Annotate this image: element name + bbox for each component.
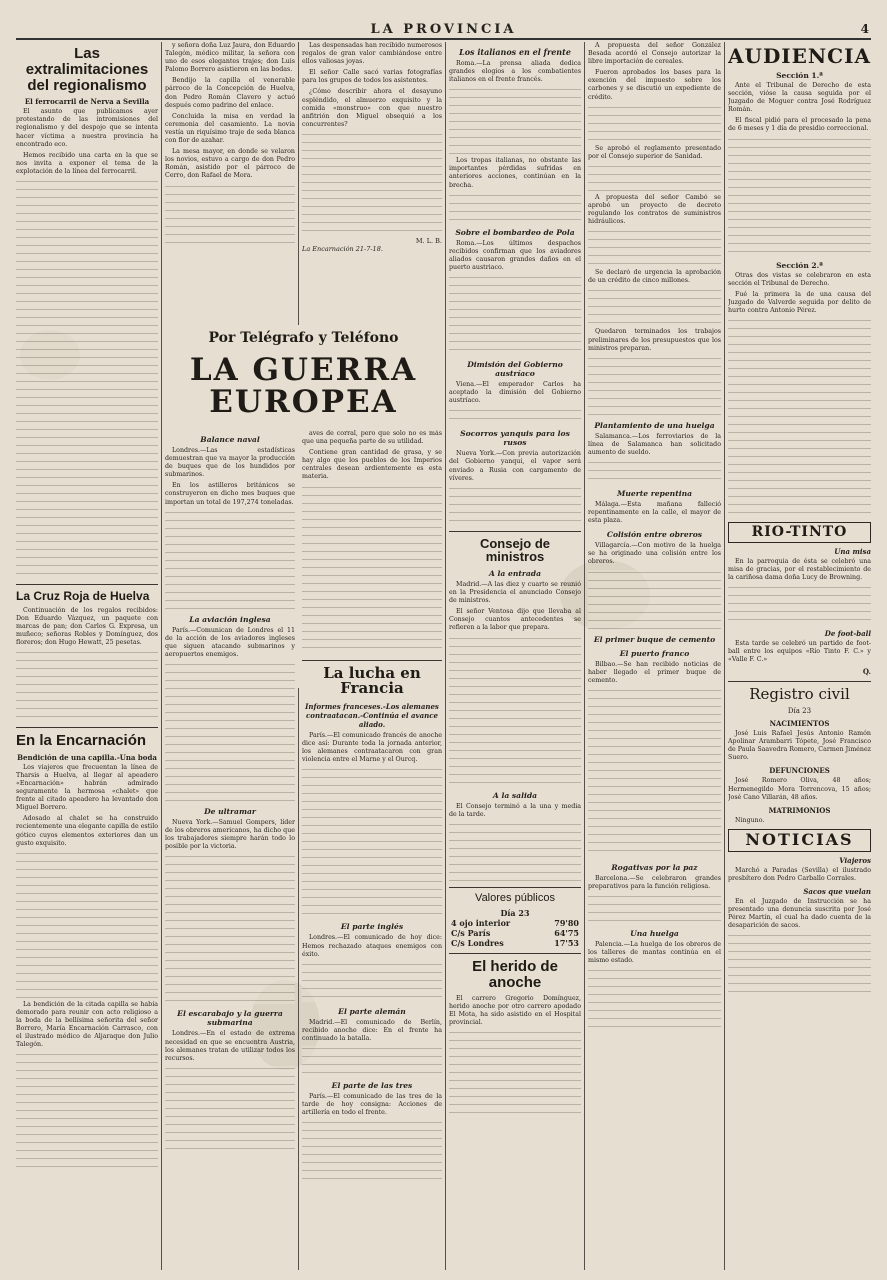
divider [449,953,581,954]
headline-telegrafo: Por Telégrafo y Teléfono [208,330,399,346]
article-text-block [165,854,295,1004]
article-text-block [449,636,581,786]
article-paragraph: Ninguno. [735,816,765,824]
values-name: C/s Londres [451,938,504,949]
article-paragraph: El señor Calle sacó varias fotografías para los grupos de todos los asistentes. [302,69,442,85]
article-text-block [16,179,158,579]
headline-riotinto: RIO-TINTO [751,524,848,541]
article-text-block [302,767,442,917]
headline-noticias: NOTICIAS [745,829,854,849]
subhead-dimision-austria: Dimisión del Gobierno austríaco [467,360,563,379]
subhead-sacos: Sacos que vuelan [803,886,871,896]
headline-herido: El herido de anoche [472,958,558,992]
subhead-huelga-salamanca: Plantamiento de una huelga [594,420,715,430]
column-5 [588,42,721,1270]
article-text-block [588,356,721,416]
article-paragraph: Esta tarde se celebró un partido de foot-ball entre los equipos «Río Tinto F. C.» y «Valle F. C.» [728,640,871,664]
section-2: Sección 2.ª [776,260,823,270]
article-paragraph: La mesa mayor, en donde se velaron los novios, estuvo a cargo de don Pedro Román, asistido por el párroco de Cerro, don Rafael de Mora. [165,148,295,180]
values-row [449,918,581,928]
article-text-block [588,229,721,269]
article-paragraph: Roma.—La prensa aliada dedica grandes elogios a los combatientes italianos en el frente francés. [449,60,581,84]
article-text-block [588,164,721,194]
war-banner [165,328,442,428]
headline-consejo-ministros: Consejo de ministros [479,535,551,565]
column-3-top [302,42,442,325]
article-paragraph: Fué la primera la de una causa del Juzgado de Valverde seguida por delito de hurto contra Antonio Pérez. [728,290,871,314]
article-paragraph: En el Juzgado de Instrucción se ha presentado una denuncia suscrita por José Pérez Martín, el cual ha dado cuenta de la desaparición de sacos. [728,897,871,930]
article-paragraph: Londres.—En el estado de extrema necesidad en que se encuentra Austria, los alemanes tratan de utilizar todos los recursos. [165,1030,295,1062]
subhead-bombardeo-pola: Sobre el bombardeo de Pola [455,227,575,237]
headline-regionalismo: Las extralimitaciones del regionalismo [25,45,149,94]
article-text-block [302,1046,442,1076]
values-number: 17'53 [554,938,579,949]
paper-title: LA PROVINCIA [370,22,517,37]
article-paragraph: Nueva York.—Samuel Gompers, líder de los obreros americanos, ha dicho que los trabajadores siempre harán todo lo posible por la victoria. [165,819,295,851]
headline-italianos: Los italianos en el frente [459,47,571,57]
subhead-football: De foot-ball [824,629,871,638]
subhead-parte-aleman: El parte alemán [338,1006,406,1016]
article-text-block [728,318,871,518]
article-paragraph: Viena.—El emperador Carlos ha aceptado la dimisión del Gobierno austríaco. [449,381,581,405]
article-paragraph: En la parroquia de ésta se celebró una misa de gracias, por el restablecimiento de la cariñosa dama doña Lucy de Browning. [728,557,871,581]
article-paragraph: Contiene gran cantidad de grasa, y se hay algo que los pueblos de los Imperios centrales desean ardientemente es esta materia. [302,449,442,481]
article-text-block [449,822,581,882]
dateline: La Encarnación 21-7-18. [302,244,383,253]
article-paragraph: Fueron aprobados los bases para la exención del impuesto sobre los carbones y se discutió un expediente de crédito. [588,69,721,101]
article-text-block [165,662,295,802]
article-paragraph: Continuación de los regalos recibidos: Don Eduardo Vázquez, un paquete con marcas de pan; don Carlos G. Expresa, un muñeco; señoras Robles y Domínguez, dos floreros; don Hugo Hewatt, 25 pesetas. [16,606,158,646]
article-text-block [588,968,721,1028]
values-name: 4 ojo interior [451,918,511,929]
subhead-muerte-repentina: Muerte repentina [616,488,693,498]
article-paragraph: Londres.—Las estadísticas demuestran que va mayor la producción de buques que de los hundidos por submarinos. [165,447,295,479]
subhead-balance-naval: Balance naval [200,435,260,444]
subhead-buque-cemento: El primer buque de cemento [593,634,716,644]
article-text-block [588,894,721,924]
page-number: 4 [860,22,869,36]
article-paragraph: París.—El comunicado francés de anoche dice así: Durante toda la jornada anterior, los alemanes contraatacaron con gran violencia entre el Marne y el Ourcq. [302,732,442,764]
article-paragraph: Barcelona.—Se celebraron grandes preparativos para la función religiosa. [588,874,721,890]
article-paragraph: aves de corral, pero que solo no es más que una pequeña parte de su utilidad. [302,430,442,446]
subhead-entrada: A la entrada [489,568,541,578]
article-text-block [588,570,721,630]
subhead-puerto-franco: El puerto franco [619,648,690,658]
section-1: Sección 1.ª [776,71,823,80]
article-text-block [588,105,721,145]
signature: Q. [862,667,871,677]
article-paragraph: Los viajeros que frecuentan la línea de Tharsis a Huelva, al llegar al apeadero «Encarnación» habrán admirado seguramente la hermosa «chalet» que frente al citado apeadero ha levantado don Miguel Borrero. [16,763,158,812]
article-paragraph: y señora doña Luz Jaura, don Eduardo Talegón, médico militar, la señora con uno de esos elegantes trajes; don Luis Palomo Borrero asistieron en las bodas. [165,42,295,74]
column-rule [298,42,299,325]
article-text-block [728,933,871,993]
values-row [449,938,581,948]
article-text-block [165,1066,295,1156]
column-4 [449,42,581,1270]
subhead-defunciones: DEFUNCIONES [769,766,830,776]
subhead-parte-ingles: El parte inglés [340,922,404,932]
article-text-block [449,486,581,526]
subhead-matrimonios: MATRIMONIOS [768,805,831,815]
headline-lucha-francia: La lucha en Francia [323,663,421,698]
article-paragraph: A propuesta del señor Cambó se aprobó un proyecto de decreto regulando los contratos de suministros hidráulicos. [588,193,721,226]
article-text-block [728,585,871,625]
article-paragraph: Se aprobó el reglamento presentado por el Consejo superior de Sanidad. [588,144,721,160]
article-text-block [588,460,721,484]
article-text-block [588,688,721,858]
article-text-block [16,650,158,722]
column-rule [724,42,725,1270]
divider [728,681,871,682]
article-paragraph: Roma.—Los últimos despachos recibidos confirman que los aviadores aliados causaron grandes daños en el puerto austriaco. [449,239,581,271]
values-table [449,918,581,948]
column-rule [161,42,162,1270]
article-paragraph: ¿Cómo describir ahora el desayuno espléndido, el almuerzo exquisito y la comida «monstruo» con que nuestro anfitrión don Miguel obsequió a los concurrentes? [302,88,442,128]
article-paragraph: El Consejo terminó a la una y media de la tarde. [449,802,581,818]
values-number: 64'75 [554,928,579,939]
headline-guerra-europea: LA GUERRA EUROPEA [189,351,418,421]
article-text-block [449,408,581,424]
column-rule [298,688,299,1270]
divider [302,660,442,661]
registro-day: Día 23 [787,707,812,716]
subhead-capilla: Bendición de una capilla.-Una boda [17,752,157,762]
headline-audiencia: AUDIENCIA [728,44,871,68]
article-paragraph: Se declaró de urgencia la aprobación de un crédito de cinco millones. [588,269,721,285]
article-text-block [16,1052,158,1172]
values-number: 79'80 [554,918,579,929]
article-paragraph: Villagarcía.—Con motivo de la huelga se ha originado una colisión entre los obreros. [588,542,721,566]
article-text-block [165,510,295,610]
subhead-informes-franceses: Informes franceses.-Los alemanes contraatacan.-Continúa el avance aliado. [305,702,439,730]
article-paragraph: Salamanca.—Los ferroviarios de la línea de Salamanca han solicitado aumento de sueldo. [588,432,721,456]
divider [449,531,581,532]
article-paragraph: Bilbao.—Se han recibido noticias de haber llegado el primer buque de cemento. [588,660,721,684]
subhead-ferrocarril: El ferrocarril de Nerva a Sevilla [24,97,150,107]
article-paragraph: En los astilleros británicos se construyeron en dicho mes buques que importan un total de 197,274 toneladas. [165,482,295,506]
subhead-colision: Colisión entre obreros [606,530,703,540]
article-paragraph: El asunto que publicamos ayer protestando de las intromisiones del regionalismo y del despojo que se intenta hacer víctima a nuestra provincia ha encontrado eco. [16,108,158,148]
article-paragraph: Quedaron terminados los trabajos preliminares de los presupuestos que los ministros preparan. [588,328,721,352]
subhead-nacimientos: NACIMIENTOS [769,719,830,729]
noticias-header-box [728,829,871,852]
subhead-aviacion: La aviación inglesa [189,614,271,624]
article-paragraph: Marchó a Paradas (Sevilla) el ilustrado presbítero don Pedro Carballo Corrales. [728,866,871,882]
values-row [449,928,581,938]
article-paragraph: Málaga.—Esta mañana falleció repentinamente en la calle, el mayor de esta plaza. [588,500,721,525]
article-text-block [588,288,721,328]
article-text-block [449,1030,581,1120]
column-3-lower [302,430,442,1270]
article-paragraph: Palencia.—La huelga de los obreros de los talleres de mantas continúa en el mismo estado. [588,941,721,965]
article-paragraph: París.—El comunicado de las tres de la tarde de hoy consigna: Acciones de artillería en todo el frente. [302,1093,442,1117]
divider [449,887,581,888]
signature: M. L. B. [415,236,442,245]
values-title: Valores públicos [475,891,555,904]
article-paragraph: Concluida la misa en verdad la ceremonia del casamiento. La novia vestía un riquísimo traje de seda blanca con flor de azahar. [165,112,295,145]
article-paragraph: Otras dos vistas se celebraron en esta sección el Tribunal de Derecho. [728,271,871,287]
subhead-rogativas: Rogativas por la paz [611,862,698,872]
article-text-block [165,184,295,244]
article-paragraph: Madrid.—A las diez y cuarto se reunió en la Presidencia el anunciado Consejo de ministros. [449,580,581,605]
values-day: Día 23 [500,908,530,919]
article-text-block [302,485,442,655]
values-name: C/s París [451,928,491,939]
column-rule [584,42,585,1270]
divider [16,584,158,585]
article-text-block [728,137,871,257]
article-paragraph: Adosado al chalet se ha construido recientemente una elegante capilla de estilo gótico cuyos elementos exteriores dan un gusto exquisito. [16,815,158,847]
article-paragraph: La bendición de la citada capilla se había demorado para reunir con acto religioso a la boda de la bellísima señorita del señor Borrero, María Encarnación Carrasco, con el ilustrado médico de Aljaraque don Julio Talegón. [16,1000,158,1049]
article-text-block [302,132,442,237]
article-paragraph: Las despensadas han recibido numerosos regalos de gran valor cambiándose entre ellos valiosas joyas. [302,42,442,66]
article-paragraph: Los tropas italianas, no obstante las importantes pérdidas sufridas en anteriores acciones, continúan en la brecha. [449,157,581,189]
headline-encarnacion: En la Encarnación [16,732,147,750]
article-text-block [302,962,442,1002]
article-paragraph: El fiscal pidió para el procesado la pena de 6 meses y 1 día de presidio correccional. [728,117,871,133]
subhead-una-huelga: Una huelga [630,929,679,938]
divider [16,727,158,728]
subhead-socorros-yanquis: Socorros yanquis para los rusos [460,429,570,448]
column-1 [16,42,158,1270]
riotinto-header-box [728,522,871,543]
column-2-lower [165,430,295,1270]
subhead-viajeros: Viajeros [839,855,871,865]
subhead-salida: A la salida [492,790,538,800]
subhead-escarabajo: El escarabajo y la guerra submarina [177,1009,283,1028]
article-paragraph: El carrero Gregorio Domínguez, herido anoche por otro carrero apodado El Mota, ha sido asistido en el Hospital provincial. [449,994,581,1027]
article-paragraph: Madrid.—El comunicado de Berlín, recibido anoche dice: En el frente ha continuado la batalla. [302,1018,442,1042]
article-paragraph: El señor Ventosa dijo que llevaba al Consejo cuantos antecedentes se refieren a la labor que prepara. [449,608,581,632]
column-2-top [165,42,295,325]
article-text-block [302,1120,442,1180]
article-paragraph: Hemos recibido una carta en la que se nos invita a exponer el tema de la explotación de la línea del ferrocarril. [16,151,158,175]
subhead-parte-tres: El parte de las tres [331,1081,413,1090]
article-paragraph: Londres.—El comunicado de hoy dice: Hemos rechazado ataques enemigos con éxito. [302,934,442,958]
headline-cruz-roja: La Cruz Roja de Huelva [16,589,150,603]
article-paragraph: Ante el Tribunal de Derecho de esta sección, vióse la causa seguida por el Juzgado de Moguer contra José Rodríguez Román. [728,82,871,114]
column-6 [728,42,871,1270]
article-text-block [449,275,581,355]
column-rule [445,42,446,1270]
subhead-una-misa: Una misa [834,546,871,556]
article-paragraph: José Luis Rafael Jesús Antonio Ramón Apolinar Arambarri Tópete, José Francisco de Paula Saavedra Romero, Carmen Jiménez Suero. [728,730,871,762]
headline-registro-civil: Registro civil [749,685,850,704]
article-paragraph: París.—Comunican de Londres el 11 de la acción de los aviadores ingleses que siguen atacando submarinos y aeropuertos enemigos. [165,626,295,658]
article-paragraph: Nueva York.—Con previa autorización del Gobierno yanqui, el vapor será enviado a Rusia con cargamento de víveres. [449,450,581,482]
article-paragraph: A propuesta del señor González Besada acordó el Consejo autorizar la libre importación de cereales. [588,42,721,66]
article-text-block [449,87,581,157]
article-paragraph: Bendijo la capilla el venerable párroco de la Concepción de Huelva, don Pedro Román Clavero y actuó después como padrino del enlace. [165,77,295,109]
subhead-ultramar: De ultramar [204,807,256,817]
article-text-block [16,851,158,1001]
article-paragraph: José Romero Oliva, 48 años; Hermenegildo Mora Torrencova, 15 años; José Cano Villarán, 48 años. [728,777,871,801]
masthead [16,22,871,40]
article-text-block [449,193,581,223]
